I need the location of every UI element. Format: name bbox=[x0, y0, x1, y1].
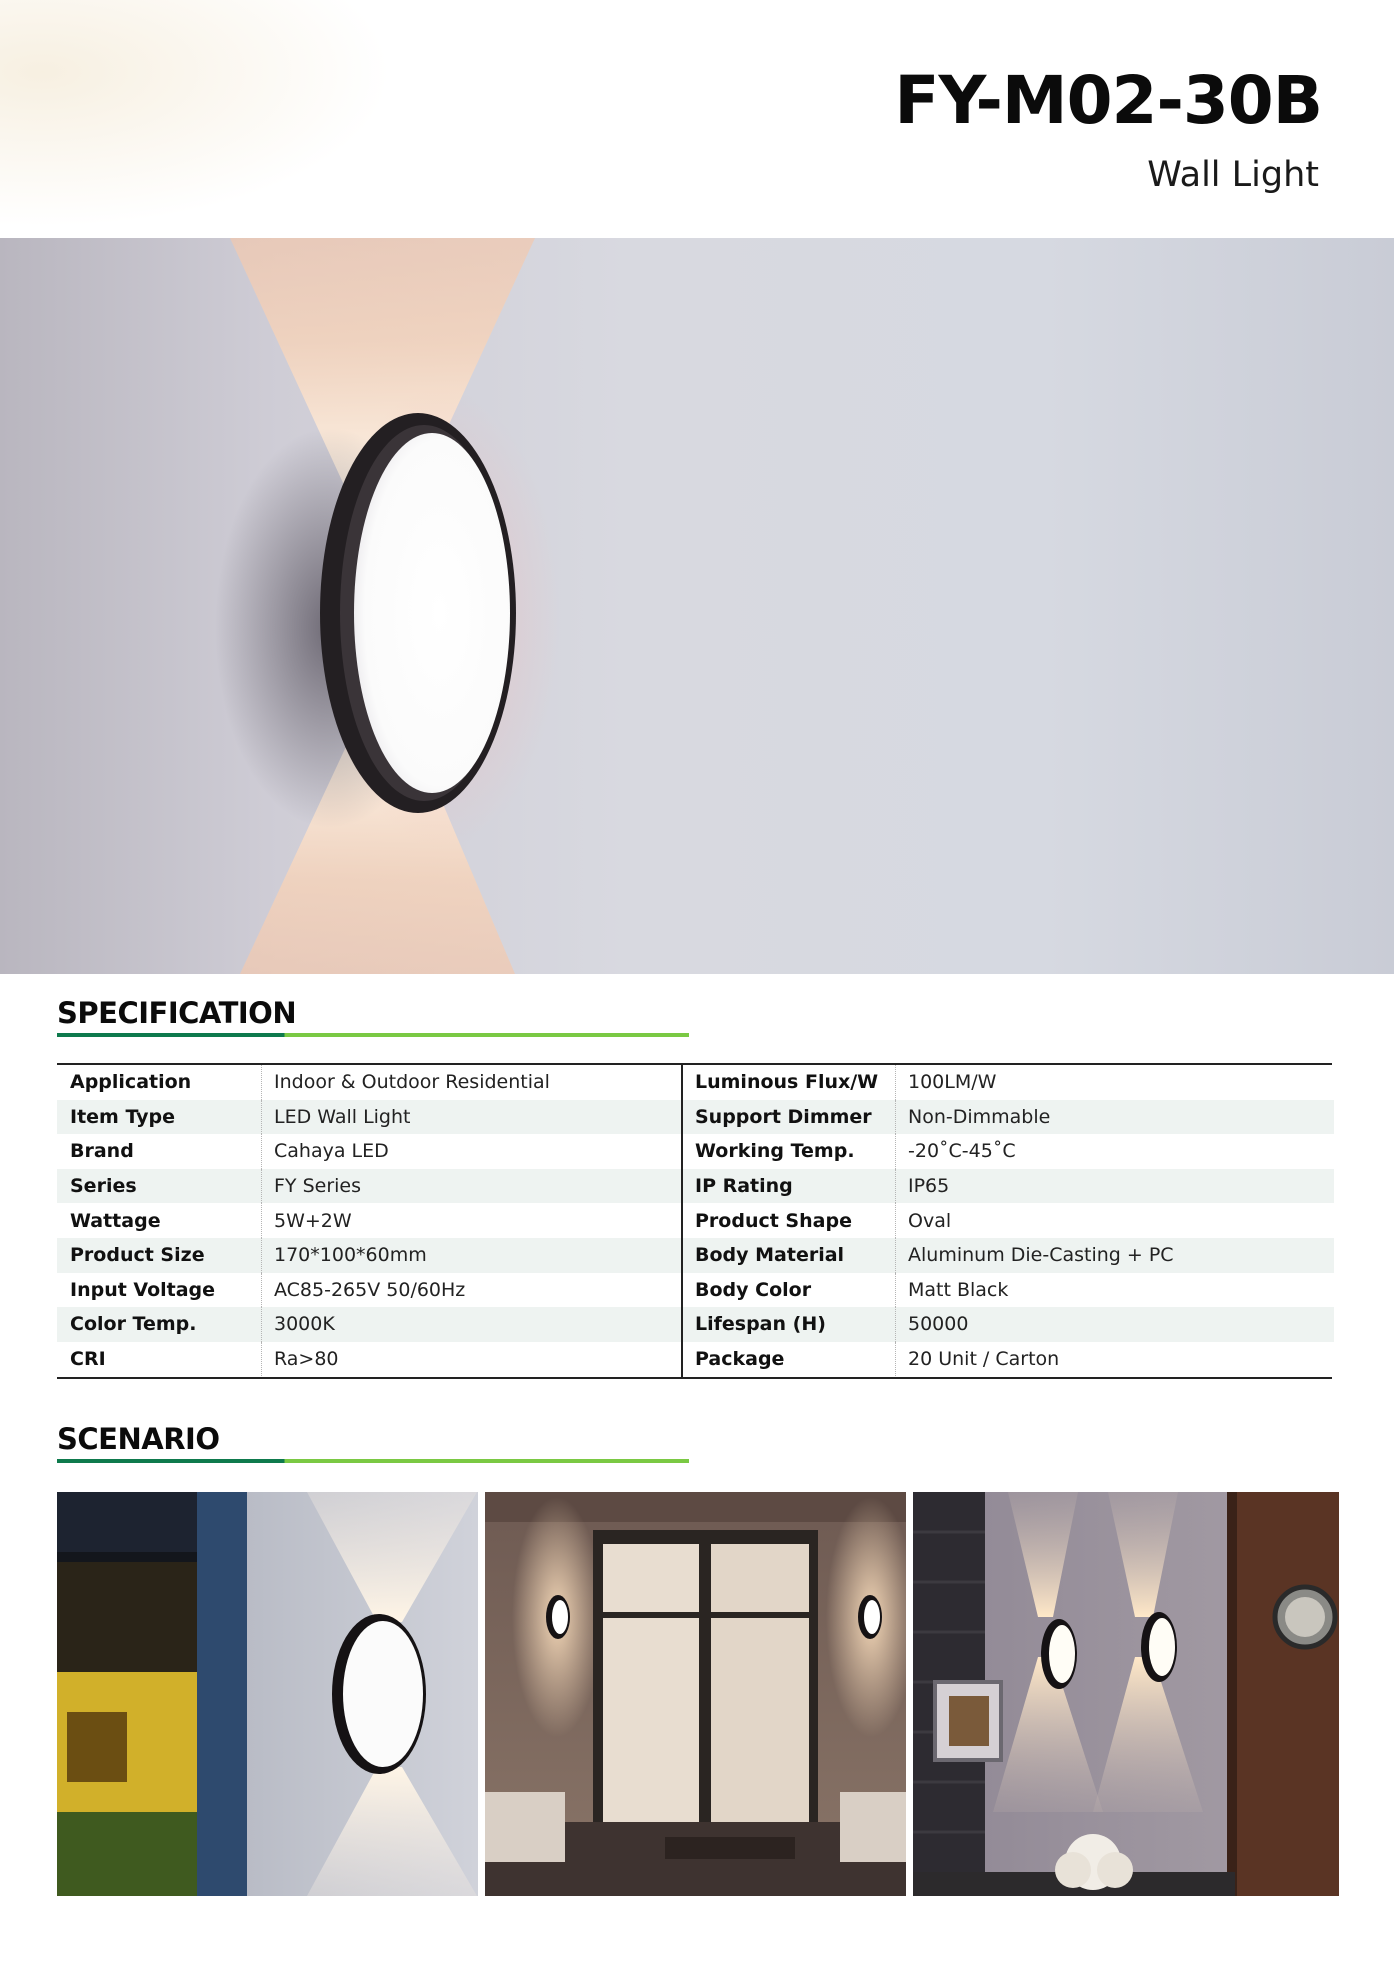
spec-label: Wattage bbox=[57, 1203, 262, 1238]
specification-table bbox=[57, 1063, 1332, 1379]
spec-label: Item Type bbox=[57, 1100, 262, 1135]
spec-column-right bbox=[681, 1065, 1334, 1377]
spec-value: 20 Unit / Carton bbox=[908, 1348, 1060, 1371]
scenario-heading: SCENARIO bbox=[57, 1422, 220, 1456]
model-number: FY-M02-30B bbox=[894, 62, 1322, 139]
spec-row bbox=[683, 1065, 1334, 1100]
spec-value: 100LM/W bbox=[908, 1071, 997, 1094]
specification-heading: SPECIFICATION bbox=[57, 996, 297, 1030]
hero-product-image bbox=[0, 238, 1394, 974]
spec-value: Aluminum Die-Casting + PC bbox=[908, 1244, 1174, 1267]
spec-row bbox=[57, 1065, 681, 1100]
spec-label: Series bbox=[57, 1169, 262, 1204]
spec-value: Cahaya LED bbox=[274, 1140, 389, 1163]
scenario-image-3 bbox=[913, 1492, 1339, 1896]
spec-value: Ra>80 bbox=[274, 1348, 339, 1371]
spec-column-left bbox=[57, 1065, 681, 1377]
spec-value: 170*100*60mm bbox=[274, 1244, 427, 1267]
spec-label: Product Size bbox=[57, 1238, 262, 1273]
spec-label: Lifespan (H) bbox=[683, 1307, 896, 1342]
spec-row bbox=[683, 1238, 1334, 1273]
spec-label: Product Shape bbox=[683, 1203, 896, 1238]
spec-row bbox=[57, 1203, 681, 1238]
spec-row bbox=[57, 1273, 681, 1308]
corner-glow bbox=[0, 0, 420, 240]
spec-row bbox=[683, 1307, 1334, 1342]
spec-label: IP Rating bbox=[683, 1169, 896, 1204]
spec-row bbox=[57, 1100, 681, 1135]
spec-value: Non-Dimmable bbox=[908, 1105, 1051, 1128]
spec-value: Indoor & Outdoor Residential bbox=[274, 1071, 550, 1094]
product-subtitle: Wall Light bbox=[1147, 155, 1319, 195]
spec-label: Application bbox=[57, 1065, 262, 1100]
spec-label: Package bbox=[683, 1342, 896, 1377]
hero-illustration bbox=[0, 238, 1394, 974]
spec-label: Body Material bbox=[683, 1238, 896, 1273]
spec-label: Brand bbox=[57, 1134, 262, 1169]
spec-row bbox=[57, 1134, 681, 1169]
spec-label: Working Temp. bbox=[683, 1134, 896, 1169]
spec-label: Luminous Flux/W bbox=[683, 1065, 896, 1100]
spec-row bbox=[683, 1342, 1334, 1377]
spec-label: Color Temp. bbox=[57, 1307, 262, 1342]
scenario-image-1 bbox=[57, 1492, 478, 1896]
spec-row bbox=[683, 1169, 1334, 1204]
spec-value: 5W+2W bbox=[274, 1209, 352, 1232]
spec-row bbox=[57, 1169, 681, 1204]
spec-row bbox=[683, 1273, 1334, 1308]
spec-value: 50000 bbox=[908, 1313, 969, 1336]
scenario-image-2 bbox=[485, 1492, 906, 1896]
spec-label: Body Color bbox=[683, 1273, 896, 1308]
scenario-underline bbox=[57, 1459, 689, 1463]
spec-value: AC85-265V 50/60Hz bbox=[274, 1278, 466, 1301]
spec-value: FY Series bbox=[274, 1175, 362, 1198]
spec-row bbox=[57, 1342, 681, 1377]
spec-row bbox=[57, 1238, 681, 1273]
specification-underline bbox=[57, 1033, 689, 1037]
spec-value: 3000K bbox=[274, 1313, 335, 1336]
spec-value: Oval bbox=[908, 1209, 952, 1232]
spec-row bbox=[683, 1203, 1334, 1238]
spec-value: IP65 bbox=[908, 1175, 950, 1198]
spec-value: Matt Black bbox=[908, 1278, 1009, 1301]
spec-label: Support Dimmer bbox=[683, 1100, 896, 1135]
spec-row bbox=[683, 1134, 1334, 1169]
spec-row bbox=[57, 1307, 681, 1342]
lamp-lens bbox=[354, 433, 510, 793]
spec-value: -20˚C-45˚C bbox=[908, 1140, 1016, 1163]
spec-value: LED Wall Light bbox=[274, 1105, 411, 1128]
spec-label: CRI bbox=[57, 1342, 262, 1377]
spec-row bbox=[683, 1100, 1334, 1135]
spec-label: Input Voltage bbox=[57, 1273, 262, 1308]
